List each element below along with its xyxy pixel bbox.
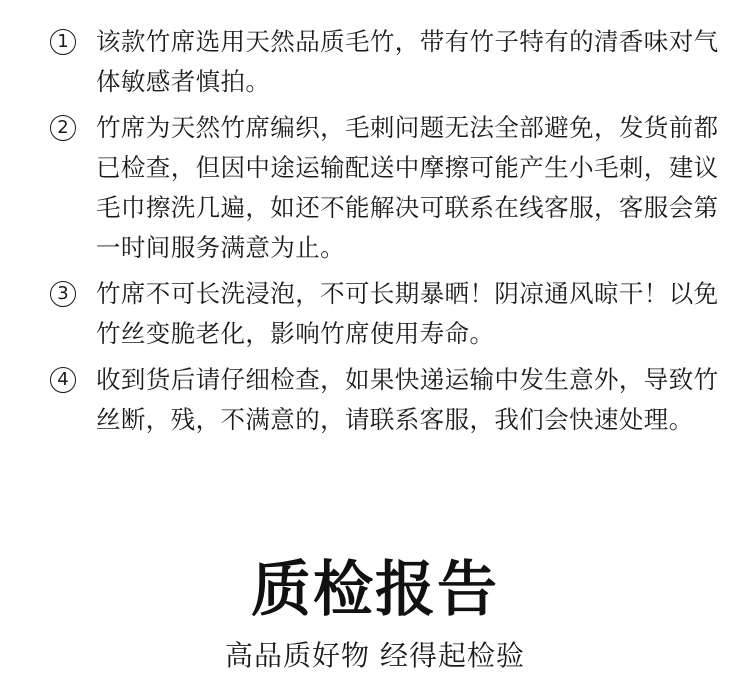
note-number-badge: 1 [50, 29, 76, 55]
note-item [50, 108, 720, 268]
note-number-badge: 4 [50, 367, 76, 393]
note-number-badge: 2 [50, 115, 76, 141]
care-notes-list [50, 22, 720, 446]
note-item [50, 22, 720, 102]
note-text: 竹席为天然竹席编织，毛刺问题无法全部避免，发货前都已检查，但因中途运输配送中摩擦可能产生小毛刺，建议毛巾擦洗几遍，如还不能解决可联系在线客服，客服会第一时间服务满意为止。 [96, 113, 719, 262]
note-text: 收到货后请仔细检查，如果快递运输中发生意外，导致竹丝断，残，不满意的，请联系客服，我们会快速处理。 [96, 365, 719, 434]
note-number-badge: 3 [50, 281, 76, 307]
note-text: 竹席不可长洗浸泡，不可长期暴晒！阴凉通风晾干！以免竹丝变脆老化，影响竹席使用寿命。 [96, 279, 719, 348]
note-text: 该款竹席选用天然品质毛竹，带有竹子特有的清香味对气体敏感者慎拍。 [96, 27, 719, 96]
report-subtitle: 高品质好物 经得起检验 [225, 639, 525, 672]
note-item [50, 360, 720, 440]
note-item [50, 274, 720, 354]
report-title: 质检报告 [251, 555, 499, 625]
